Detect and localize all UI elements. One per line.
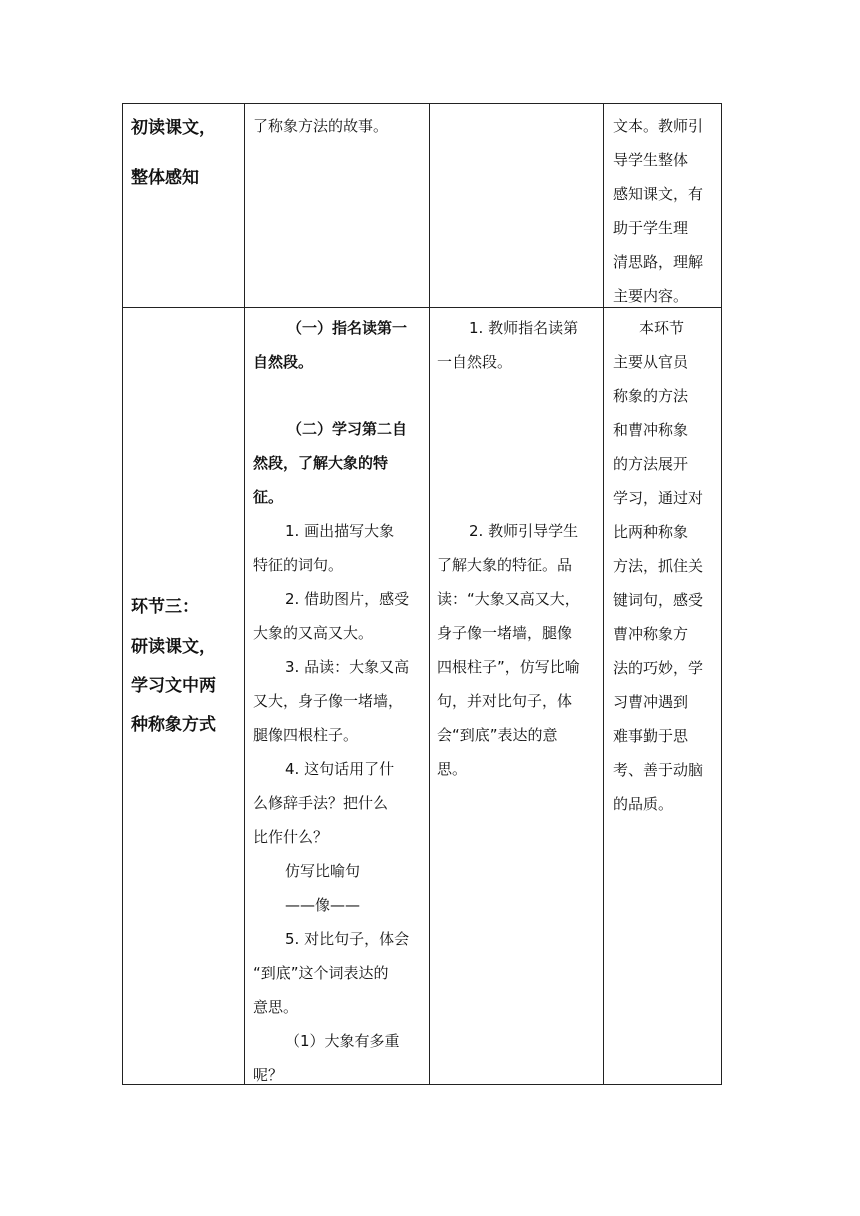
design-text-line: 键词句，感受 (613, 591, 704, 609)
teacher-text-line: 读：“大象又高又大， (437, 590, 580, 608)
cell-text-line: 文本。教师引 (613, 117, 704, 135)
step-text-line: 4. 这句话用了什 (285, 760, 395, 778)
design-text-line: 方法，抓住关 (613, 557, 704, 575)
subheading-line: 征。 (253, 488, 284, 506)
design-text-line: 称象的方法 (613, 387, 689, 405)
table-border-left (122, 103, 123, 1085)
table-border-bottom (122, 1084, 722, 1085)
step-text-line: 大象的又高又大。 (253, 624, 374, 642)
table-border-top (122, 103, 722, 104)
subheading-line: （二）学习第二自 (287, 420, 408, 438)
step-text-line: “到底”这个词表达的 (253, 964, 389, 982)
teacher-text-line: 了解大象的特征。品 (437, 556, 573, 574)
design-text-line: 本环节 (639, 319, 685, 337)
step-text-line: ——像—— (285, 896, 361, 914)
step-text-line: 2. 借助图片，感受 (285, 590, 410, 608)
step-text-line: 3. 品读：大象又高 (285, 658, 410, 676)
subheading-line: 然段，了解大象的特 (253, 454, 389, 472)
section-title-line: 初读课文， (131, 118, 216, 138)
step-text-line: 比作什么？ (253, 828, 329, 846)
design-text-line: 主要从官员 (613, 353, 689, 371)
design-text-line: 的方法展开 (613, 455, 689, 473)
teacher-text-line: 思。 (437, 760, 468, 778)
subheading-line: （一）指名读第一 (287, 319, 408, 337)
teacher-text-line: 2. 教师引导学生 (469, 522, 579, 540)
section-title-line: 学习文中两 (131, 676, 216, 696)
lesson-plan-table (122, 103, 722, 1085)
design-text-line: 法的巧妙，学 (613, 659, 704, 677)
cell-text-line: 助于学生理 (613, 219, 689, 237)
teacher-text-line: 身子像一堵墙，腿像 (437, 624, 573, 642)
design-text-line: 比两种称象 (613, 523, 689, 541)
section-title-line: 整体感知 (131, 168, 199, 188)
teacher-text-line: 四根柱子”，仿写比喻 (437, 658, 580, 676)
table-border-right (721, 103, 722, 1085)
step-text-line: 仿写比喻句 (285, 862, 361, 880)
step-text-line: 意思。 (253, 998, 299, 1016)
design-text-line: 和曹冲称象 (613, 421, 689, 439)
section-title-line: 研读课文， (131, 637, 216, 657)
design-text-line: 考、善于动脑 (613, 761, 704, 779)
cell-text-line: 主要内容。 (613, 287, 689, 305)
design-text-line: 难事勤于思 (613, 727, 689, 745)
column-divider-2 (429, 103, 430, 1085)
step-text-line: 腿像四根柱子。 (253, 726, 359, 744)
step-text-line: 呢？ (253, 1066, 284, 1084)
teacher-text-line: 1. 教师指名读第 (469, 319, 579, 337)
subheading-line: 自然段。 (253, 353, 314, 371)
cell-text-line: 导学生整体 (613, 151, 689, 169)
teacher-text-line: 一自然段。 (437, 353, 513, 371)
design-text-line: 的品质。 (613, 795, 674, 813)
step-text-line: 特征的词句。 (253, 556, 344, 574)
step-text-line: 么修辞手法？把什么 (253, 794, 389, 812)
step-text-line: 又大，身子像一堵墙， (253, 692, 404, 710)
cell-text-line: 了称象方法的故事。 (253, 117, 389, 135)
cell-text-line: 感知课文，有 (613, 185, 704, 203)
design-text-line: 曹冲称象方 (613, 625, 689, 643)
step-text-line: 5. 对比句子，体会 (285, 930, 410, 948)
step-text-line: 1. 画出描写大象 (285, 522, 395, 540)
teacher-text-line: 会“到底”表达的意 (437, 726, 558, 744)
section-title-line: 环节三： (131, 597, 199, 617)
column-divider-3 (603, 103, 604, 1085)
design-text-line: 学习，通过对 (613, 489, 704, 507)
column-divider-1 (244, 103, 245, 1085)
teacher-text-line: 句，并对比句子，体 (437, 692, 573, 710)
cell-text-line: 清思路，理解 (613, 253, 704, 271)
step-text-line: （1）大象有多重 (285, 1032, 400, 1050)
design-text-line: 习曹冲遇到 (613, 693, 689, 711)
section-title-line: 种称象方式 (131, 715, 216, 735)
